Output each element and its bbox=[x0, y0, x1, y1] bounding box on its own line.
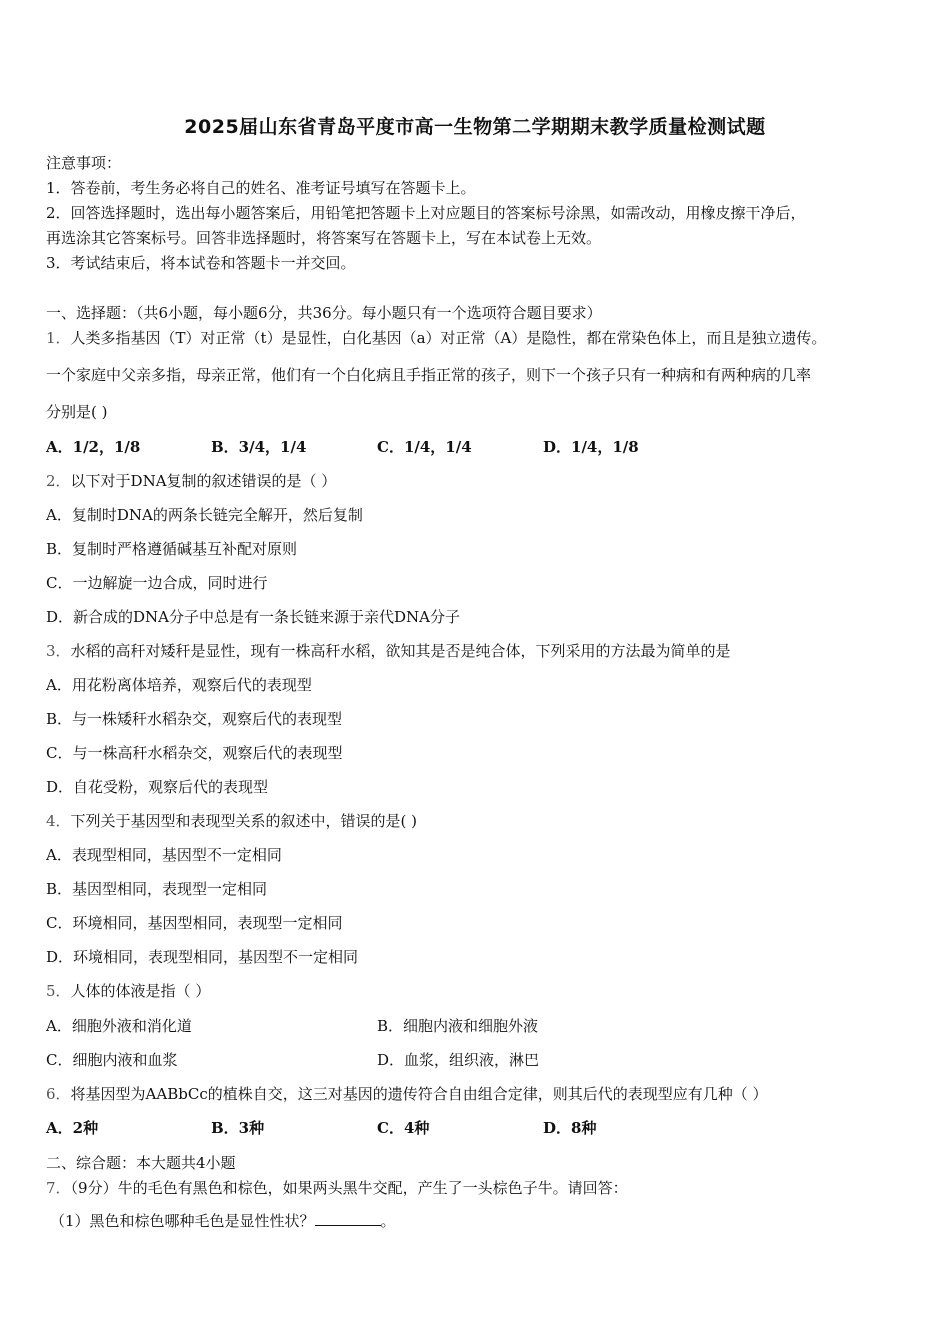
sub-question bbox=[50, 1210, 396, 1231]
question-stem: 以下对于DNA复制的叙述错误的是（ ） bbox=[70, 472, 337, 490]
option-c[interactable]: C．4种 bbox=[377, 1119, 430, 1137]
option-c[interactable]: C．与一株高秆水稻杂交，观察后代的表现型 bbox=[46, 744, 343, 762]
question-number: 3． bbox=[46, 642, 71, 660]
option-a[interactable]: A．用花粉离体培养，观察后代的表现型 bbox=[46, 676, 312, 694]
section-heading: 二、综合题：本大题共4小题 bbox=[46, 1154, 236, 1172]
option-b[interactable]: B．细胞内液和细胞外液 bbox=[377, 1017, 539, 1035]
option-b[interactable]: B．基因型相同，表现型一定相同 bbox=[46, 880, 268, 898]
question-2 bbox=[46, 470, 336, 491]
option-b[interactable]: B．3/4，1/4 bbox=[211, 438, 307, 456]
notice-item: 1．答卷前，考生务必将自己的姓名、准考证号填写在答题卡上。 bbox=[46, 179, 476, 197]
notice-item: 2．回答选择题时，选出每小题答案后，用铅笔把答题卡上对应题目的答案标号涂黑，如需改动，用橡皮擦干净后， bbox=[46, 204, 806, 222]
page-title: 2025届山东省青岛平度市高一生物第二学期期末教学质量检测试题 bbox=[184, 116, 766, 138]
sub-question-end: 。 bbox=[380, 1212, 396, 1230]
option-b[interactable]: B．3种 bbox=[211, 1119, 265, 1137]
question-number: 4． bbox=[46, 812, 71, 830]
option-c[interactable]: C．环境相同，基因型相同，表现型一定相同 bbox=[46, 914, 343, 932]
option-d[interactable]: D．环境相同，表现型相同，基因型不一定相同 bbox=[46, 948, 359, 966]
question-4 bbox=[46, 810, 417, 831]
answer-blank[interactable] bbox=[315, 1211, 381, 1226]
question-number: 1． bbox=[46, 329, 71, 347]
option-b[interactable]: B．与一株矮秆水稻杂交，观察后代的表现型 bbox=[46, 710, 343, 728]
question-stem: 将基因型为AABbCc的植株自交，这三对基因的遗传符合自由组合定律，则其后代的表现型应有几种（ ） bbox=[70, 1085, 768, 1103]
question-stem: 下列关于基因型和表现型关系的叙述中，错误的是( ) bbox=[70, 812, 418, 830]
sub-question-text: （1）黑色和棕色哪种毛色是显性性状？ bbox=[50, 1212, 315, 1230]
question-number: 5． bbox=[46, 982, 71, 1000]
option-d[interactable]: D．8种 bbox=[543, 1119, 597, 1137]
option-c[interactable]: C．1/4，1/4 bbox=[377, 438, 472, 456]
notice-heading: 注意事项： bbox=[46, 154, 122, 172]
question-stem-line: 一个家庭中父亲多指，母亲正常，他们有一个白化病且手指正常的孩子，则下一个孩子只有一种病和有两种病的几率 bbox=[46, 366, 812, 384]
question-stem: （9分）牛的毛色有黑色和棕色，如果两头黑牛交配，产生了一头棕色子牛。请回答： bbox=[70, 1179, 628, 1197]
section-heading: 一、选择题：（共6小题，每小题6分，共36分。每小题只有一个选项符合题目要求） bbox=[46, 304, 602, 322]
option-a[interactable]: A．1/2，1/8 bbox=[46, 438, 141, 456]
question-1 bbox=[46, 327, 826, 348]
option-b[interactable]: B．复制时严格遵循碱基互补配对原则 bbox=[46, 540, 298, 558]
question-stem-line: 分别是( ) bbox=[46, 403, 108, 421]
option-d[interactable]: D．新合成的DNA分子中总是有一条长链来源于亲代DNA分子 bbox=[46, 608, 460, 626]
option-c[interactable]: C．一边解旋一边合成，同时进行 bbox=[46, 574, 268, 592]
question-5 bbox=[46, 980, 210, 1001]
question-number: 6． bbox=[46, 1085, 71, 1103]
option-d[interactable]: D．自花受粉，观察后代的表现型 bbox=[46, 778, 269, 796]
option-a[interactable]: A．表现型相同，基因型不一定相同 bbox=[46, 846, 282, 864]
question-stem: 人体的体液是指（ ） bbox=[70, 982, 211, 1000]
option-a[interactable]: A．复制时DNA的两条长链完全解开，然后复制 bbox=[46, 506, 363, 524]
option-d[interactable]: D．血浆，组织液，淋巴 bbox=[377, 1051, 540, 1069]
option-a[interactable]: A．细胞外液和消化道 bbox=[46, 1017, 192, 1035]
question-stem: 人类多指基因（T）对正常（t）是显性，白化基因（a）对正常（A）是隐性，都在常染色体上，而且是独立遗传。 bbox=[70, 329, 827, 347]
question-3 bbox=[46, 640, 731, 661]
question-6 bbox=[46, 1083, 768, 1104]
option-a[interactable]: A．2种 bbox=[46, 1119, 99, 1137]
option-c[interactable]: C．细胞内液和血浆 bbox=[46, 1051, 178, 1069]
notice-item: 3．考试结束后，将本试卷和答题卡一并交回。 bbox=[46, 254, 356, 272]
question-number: 7． bbox=[46, 1179, 71, 1197]
notice-item: 再选涂其它答案标号。回答非选择题时，将答案写在答题卡上，写在本试卷上无效。 bbox=[46, 229, 602, 247]
question-number: 2． bbox=[46, 472, 71, 490]
question-7 bbox=[46, 1177, 628, 1198]
question-stem: 水稻的高秆对矮秆是显性，现有一株高秆水稻，欲知其是否是纯合体，下列采用的方法最为简单的是 bbox=[70, 642, 731, 660]
option-d[interactable]: D．1/4，1/8 bbox=[543, 438, 639, 456]
